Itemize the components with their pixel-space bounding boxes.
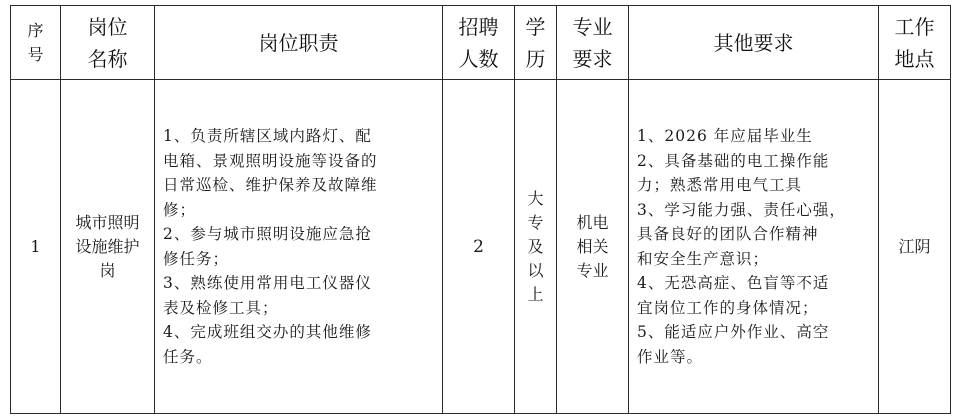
header-seq: 序 号	[11, 6, 61, 80]
header-education: 学 历	[515, 6, 557, 80]
row-headcount: 2	[443, 80, 515, 414]
row-education: 大 专 及 以 上	[515, 80, 557, 414]
header-position-name: 岗位 名称	[61, 6, 155, 80]
row-duties: 1、负责所辖区域内路灯、配 电箱、景观照明设施等设备的 日常巡检、维护保养及故障维 修； 2、参与城市照明设施应急抢 修任务； 3、熟练使用常用电工仪器仪 表及检修工具； 4、完成班组交办的其他维修 任务。	[155, 80, 443, 414]
header-headcount: 招聘 人数	[443, 6, 515, 80]
header-duties: 岗位职责	[155, 6, 443, 80]
row-seq: 1	[11, 80, 61, 414]
row-location: 江阴	[879, 80, 951, 414]
row-major: 机电 相关 专业	[557, 80, 629, 414]
table-row	[11, 80, 951, 414]
header-major: 专业 要求	[557, 6, 629, 80]
row-position-name: 城市照明 设施维护 岗	[61, 80, 155, 414]
table-header-row	[11, 6, 951, 80]
recruitment-table	[10, 5, 951, 414]
header-location: 工作 地点	[879, 6, 951, 80]
row-other-requirements: 1、2026 年应届毕业生 2、具备基础的电工操作能 力；熟悉常用电气工具 3、学习能力强、责任心强， 具备良好的团队合作精神 和安全生产意识； 4、无恐高症、色盲等不适 宜岗位工作的身体情况； 5、能适应户外作业、高空 作业等。	[629, 80, 879, 414]
header-other-requirements: 其他要求	[629, 6, 879, 80]
